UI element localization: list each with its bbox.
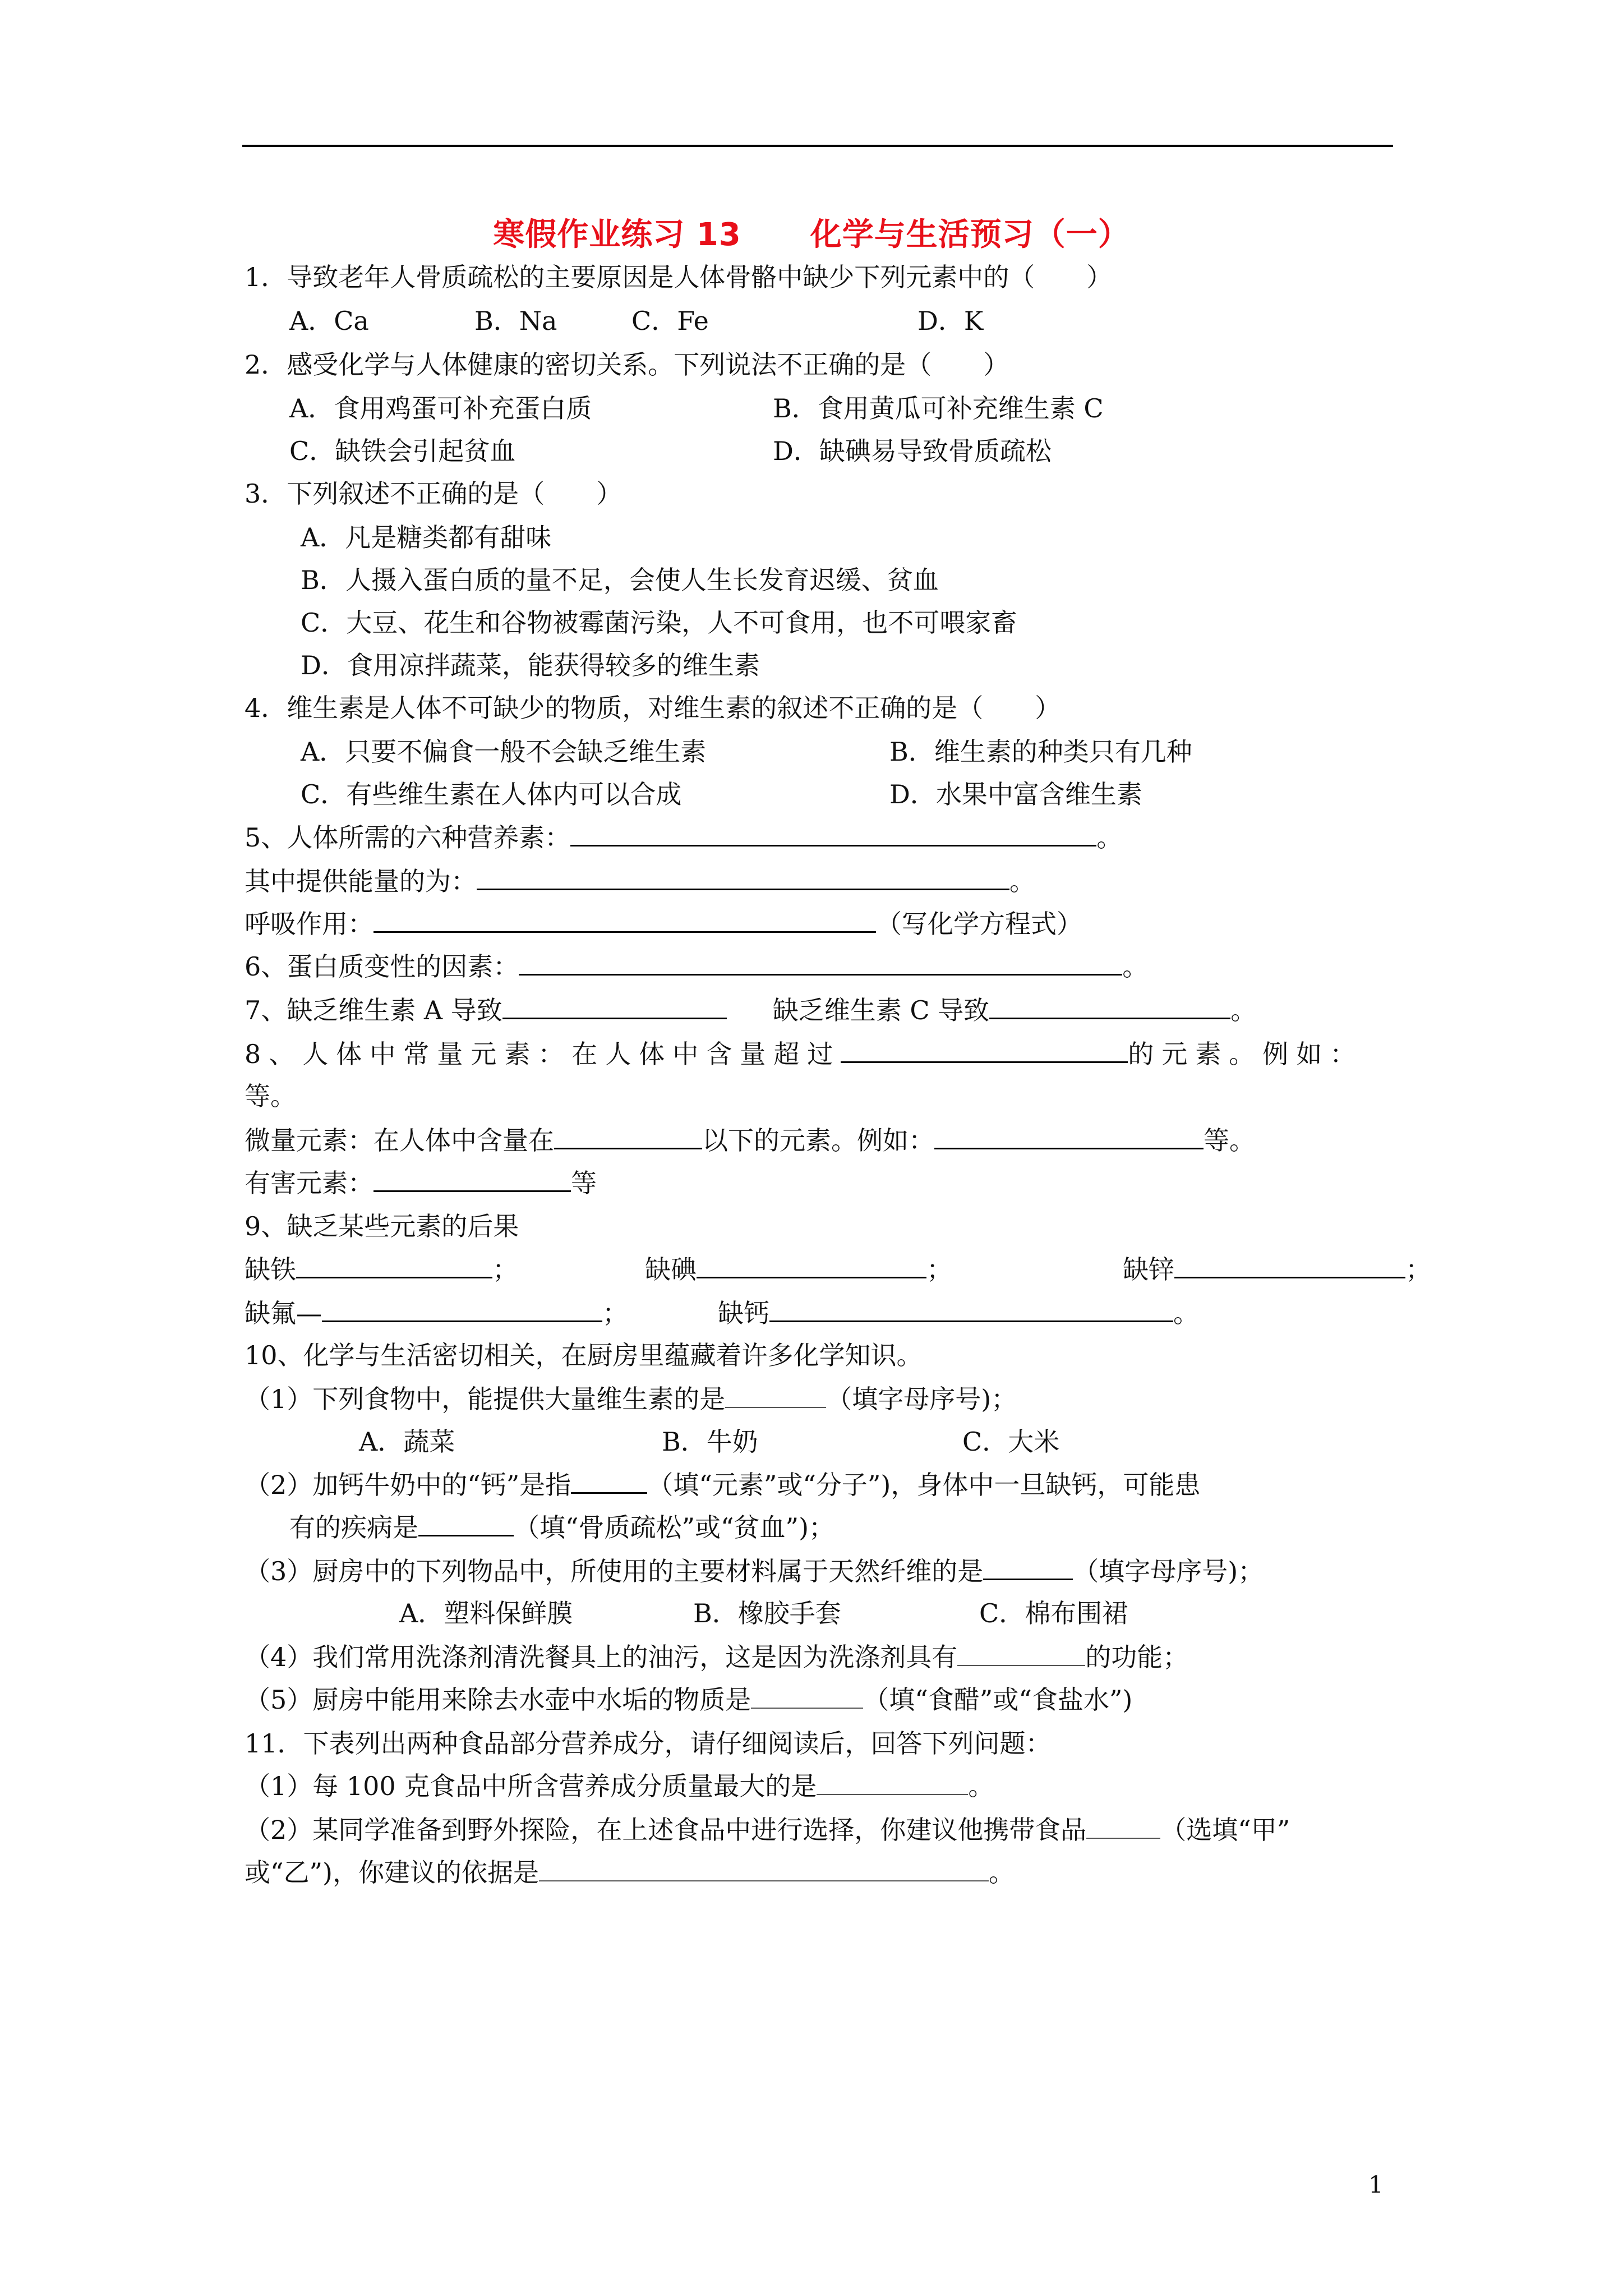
q11-blank-1[interactable] xyxy=(817,1769,968,1795)
q1-option-c: C．Fe xyxy=(631,306,709,336)
q8-line4: 有害元素： 等 xyxy=(245,1166,597,1200)
q10-blank-2a[interactable] xyxy=(571,1467,647,1494)
q2-option-a: A．食用鸡蛋可补充蛋白质 xyxy=(289,393,592,424)
q3-option-c: C．大豆、花生和谷物被霉菌污染，人不可食用，也不可喂家畜 xyxy=(301,608,1017,638)
q10-part4: （4）我们常用洗涤剂清洗餐具上的油污，这是因为洗涤剂具有 的功能； xyxy=(245,1640,1188,1674)
q5-blank-respiration[interactable] xyxy=(374,907,876,933)
q7-blank-c[interactable] xyxy=(989,993,1230,1019)
page-number: 1 xyxy=(1368,2171,1384,2198)
q10-p1-option-a: A．蔬菜 xyxy=(359,1427,455,1457)
q10-part2-line1: （2）加钙牛奶中的“钙”是指 （填“元素”或“分子”)，身体中一旦缺钙，可能患 xyxy=(245,1467,1200,1502)
q10-part1: （1）下列食物中，能提供大量维生素的是 （填字母序号)； xyxy=(245,1382,1017,1416)
q11-blank-2a[interactable] xyxy=(1086,1813,1160,1839)
q10-p3-option-c: C．棉布围裙 xyxy=(979,1598,1128,1628)
q10-p3-option-b: B．橡胶手套 xyxy=(693,1598,841,1628)
q9-zinc: 缺锌 ； xyxy=(1123,1252,1431,1286)
q5-line1: 5、人体所需的六种营养素： 。 xyxy=(245,820,1122,854)
q7-blank-a[interactable] xyxy=(502,993,727,1019)
q1-stem: 1．导致老年人骨质疏松的主要原因是人体骨骼中缺少下列元素中的（ ） xyxy=(245,262,1113,292)
q3-stem: 3．下列叙述不正确的是（ ） xyxy=(245,478,623,509)
q10-blank-5[interactable] xyxy=(751,1683,863,1709)
q11-stem: 11．下表列出两种食品部分营养成分，请仔细阅读后，回答下列问题： xyxy=(245,1728,1052,1759)
q5-line2: 其中提供能量的为： 。 xyxy=(245,864,1035,898)
q9-stem: 9、缺乏某些元素的后果 xyxy=(245,1211,519,1241)
q3-option-d: D．食用凉拌蔬菜，能获得较多的维生素 xyxy=(301,650,760,680)
q8-blank-constant[interactable] xyxy=(841,1037,1128,1063)
q4-option-b: B．维生素的种类只有几种 xyxy=(889,737,1192,767)
q4-option-d: D．水果中富含维生素 xyxy=(889,779,1142,809)
q2-option-d: D．缺碘易导致骨质疏松 xyxy=(773,436,1052,466)
q9-blank-iodine[interactable] xyxy=(697,1252,926,1278)
q6-line: 6、蛋白质变性的因素： 。 xyxy=(245,949,1148,983)
q5-blank-energy[interactable] xyxy=(477,864,1009,890)
q9-fluorine: 缺氟— ； xyxy=(245,1296,628,1330)
q3-option-a: A．凡是糖类都有甜味 xyxy=(301,522,552,553)
q5-line3: 呼吸作用： （写化学方程式） xyxy=(245,907,1082,941)
q6-blank[interactable] xyxy=(519,949,1122,976)
q2-option-c: C．缺铁会引起贫血 xyxy=(289,436,516,466)
q9-iron: 缺铁 ； xyxy=(245,1252,518,1286)
q1-option-b: B．Na xyxy=(474,306,557,336)
q7-line: 7、缺乏维生素 A 导致 缺乏维生素 C 导致 。 xyxy=(245,993,1256,1027)
q8-blank-harmful[interactable] xyxy=(374,1166,571,1192)
q10-blank-2b[interactable] xyxy=(418,1510,514,1536)
q9-blank-zinc[interactable] xyxy=(1174,1252,1405,1278)
q4-option-c: C．有些维生素在人体内可以合成 xyxy=(301,779,682,809)
q11-part2-line2: 或“乙”)，你建议的依据是 。 xyxy=(245,1856,1015,1889)
q10-p1-option-b: B．牛奶 xyxy=(662,1427,758,1457)
q2-option-b: B．食用黄瓜可补充维生素 C xyxy=(773,393,1104,424)
q11-blank-2b[interactable] xyxy=(539,1856,989,1881)
q9-blank-calcium[interactable] xyxy=(769,1296,1173,1322)
q4-stem: 4．维生素是人体不可缺少的物质，对维生素的叙述不正确的是（ ） xyxy=(245,693,1061,723)
q9-iodine: 缺碘 ； xyxy=(645,1252,952,1286)
q1-option-d: D．K xyxy=(917,306,984,336)
page-title: 寒假作业练习 13 化学与生活预习（一） xyxy=(493,217,1130,253)
q10-blank-4[interactable] xyxy=(957,1640,1085,1666)
header-rule xyxy=(242,145,1393,147)
q10-p1-option-c: C．大米 xyxy=(962,1427,1060,1457)
q10-part2-line2: 有的疾病是 （填“骨质疏松”或“贫血”)； xyxy=(289,1510,834,1544)
q10-blank-1[interactable] xyxy=(725,1382,826,1408)
q8-blank-trace[interactable] xyxy=(554,1123,702,1149)
q8-blank-trace-example[interactable] xyxy=(934,1123,1204,1149)
q10-p3-option-a: A．塑料保鲜膜 xyxy=(399,1598,573,1628)
q10-part5: （5）厨房中能用来除去水壶中水垢的物质是 （填“食醋”或“食盐水”) xyxy=(245,1683,1132,1717)
q10-blank-3[interactable] xyxy=(983,1554,1073,1580)
q3-option-b: B．人摄入蛋白质的量不足，会使人生长发育迟缓、贫血 xyxy=(301,565,939,595)
q11-part2-line1: （2）某同学准备到野外探险，在上述食品中进行选择，你建议他携带食品 （选填“甲” xyxy=(245,1813,1290,1847)
q8-line1: 8、人体中常量元素：在人体中含量超过 的元素。例如： xyxy=(245,1037,1363,1071)
q1-option-a: A．Ca xyxy=(289,306,369,336)
q11-part1: （1）每 100 克食品中所含营养成分质量最大的是 。 xyxy=(245,1769,994,1803)
q10-stem: 10、化学与生活密切相关，在厨房里蕴藏着许多化学知识。 xyxy=(245,1340,923,1370)
q9-calcium: 缺钙 。 xyxy=(718,1296,1199,1330)
q4-option-a: A．只要不偏食一般不会缺乏维生素 xyxy=(301,737,707,767)
q8-line2: 等。 xyxy=(245,1081,296,1111)
q9-blank-iron[interactable] xyxy=(296,1252,492,1278)
q9-blank-fluorine[interactable] xyxy=(322,1296,602,1322)
q10-part3: （3）厨房中的下列物品中，所使用的主要材料属于天然纤维的是 （填字母序号)； xyxy=(245,1554,1264,1588)
q2-stem: 2．感受化学与人体健康的密切关系。下列说法不正确的是（ ） xyxy=(245,349,1009,380)
q5-blank-nutrients[interactable] xyxy=(570,820,1096,846)
q8-line3: 微量元素：在人体中含量在 以下的元素。例如： 等。 xyxy=(245,1123,1255,1157)
